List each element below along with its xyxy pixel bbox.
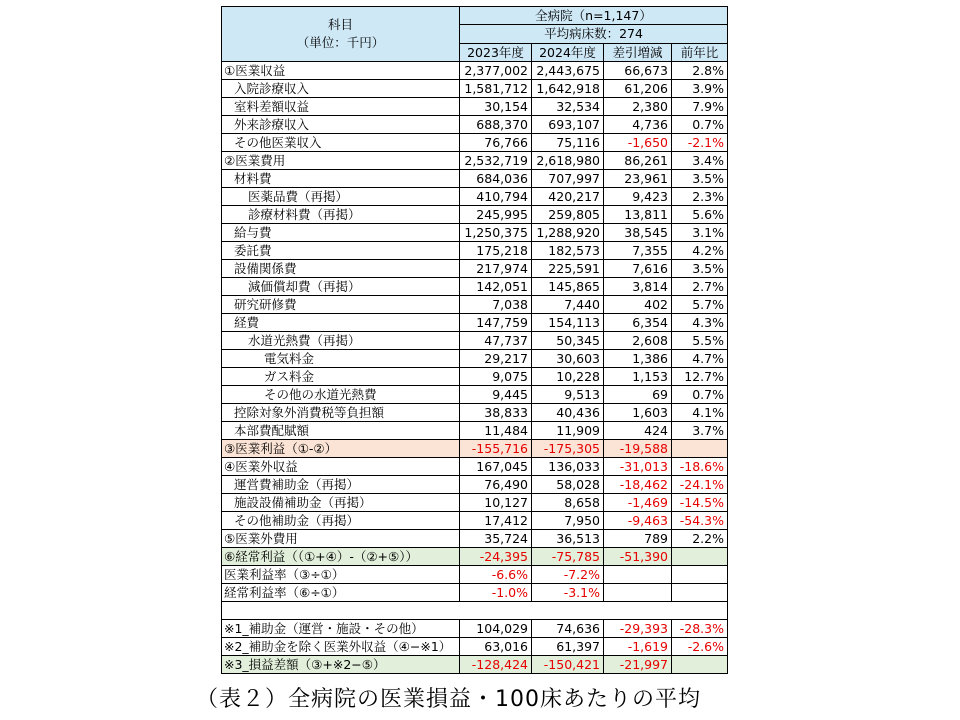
table-caption: （表２）全病院の医業損益・100床あたりの平均 [196, 687, 701, 712]
value-2023: 104,029 [460, 620, 532, 638]
value-2023: 167,045 [460, 458, 532, 476]
value-2024: 40,436 [532, 404, 604, 422]
table-row [222, 386, 728, 404]
value-2024: 58,028 [532, 476, 604, 494]
row-label: その他医業収入 [222, 134, 460, 152]
value-2024: 32,534 [532, 98, 604, 116]
table-row [222, 440, 728, 458]
row-label: 運営費補助金（再掲） [222, 476, 460, 494]
value-yoy: -24.1% [672, 476, 728, 494]
table-row [222, 188, 728, 206]
value-2024: 2,618,980 [532, 152, 604, 170]
spacer-cell [222, 602, 728, 620]
value-2023: 38,833 [460, 404, 532, 422]
table-row [222, 350, 728, 368]
row-label: ④医業外収益 [222, 458, 460, 476]
value-2023: 2,377,002 [460, 62, 532, 80]
row-label: ガス料金 [222, 368, 460, 386]
row-label: 材料費 [222, 170, 460, 188]
value-yoy [672, 548, 728, 566]
value-diff [604, 566, 672, 584]
value-2024: 61,397 [532, 638, 604, 656]
header-col-diff: 差引増減 [604, 43, 672, 61]
row-label: その他の水道光熱費 [222, 386, 460, 404]
table-row [222, 242, 728, 260]
value-yoy: 2.3% [672, 188, 728, 206]
value-2024: 50,345 [532, 332, 604, 350]
value-2023: 2,532,719 [460, 152, 532, 170]
header-col-2024: 2024年度 [532, 43, 604, 61]
value-diff: 3,814 [604, 278, 672, 296]
table-row [222, 314, 728, 332]
value-diff: 7,355 [604, 242, 672, 260]
value-diff: 789 [604, 530, 672, 548]
row-label: 研究研修費 [222, 296, 460, 314]
value-diff: -29,393 [604, 620, 672, 638]
value-diff: -1,469 [604, 494, 672, 512]
value-diff: 38,545 [604, 224, 672, 242]
value-2023: -155,716 [460, 440, 532, 458]
row-label: ③医業利益（①-②） [222, 440, 460, 458]
value-2024: 145,865 [532, 278, 604, 296]
row-label: 電気料金 [222, 350, 460, 368]
header-group: 全病院（n=1,147） [460, 7, 728, 25]
value-yoy: -54.3% [672, 512, 728, 530]
header-subject-cell [222, 7, 460, 62]
value-2024: 259,805 [532, 206, 604, 224]
value-yoy: 4.3% [672, 314, 728, 332]
row-label: 水道光熱費（再掲） [222, 332, 460, 350]
value-2023: 9,075 [460, 368, 532, 386]
value-2024: -150,421 [532, 656, 604, 674]
table-row [222, 566, 728, 584]
table-row [222, 404, 728, 422]
row-label: ⑥経常利益（（①+④）-（②+⑤）） [222, 548, 460, 566]
value-2023: 29,217 [460, 350, 532, 368]
value-yoy: -2.6% [672, 638, 728, 656]
table-row [222, 620, 728, 638]
header-col-2023: 2023年度 [460, 43, 532, 61]
value-diff: 1,153 [604, 368, 672, 386]
value-diff: 9,423 [604, 188, 672, 206]
table-row [222, 134, 728, 152]
row-label: 減価償却費（再掲） [222, 278, 460, 296]
value-yoy: 2.8% [672, 62, 728, 80]
value-yoy: -18.6% [672, 458, 728, 476]
value-2024: -3.1% [532, 584, 604, 602]
value-yoy: 4.1% [672, 404, 728, 422]
table-row [222, 170, 728, 188]
value-2024: 36,513 [532, 530, 604, 548]
value-yoy: 3.1% [672, 224, 728, 242]
value-diff: 4,736 [604, 116, 672, 134]
value-2024: 136,033 [532, 458, 604, 476]
value-diff: 1,603 [604, 404, 672, 422]
value-diff: -1,650 [604, 134, 672, 152]
row-label: 本部費配賦額 [222, 422, 460, 440]
header-col-yoy: 前年比 [672, 43, 728, 61]
value-2023: 17,412 [460, 512, 532, 530]
row-label: ※2_補助金を除く医業外収益（④−※1） [222, 638, 460, 656]
value-2023: 76,490 [460, 476, 532, 494]
value-2023: 1,250,375 [460, 224, 532, 242]
value-2023: -24,395 [460, 548, 532, 566]
value-diff: 402 [604, 296, 672, 314]
value-diff: 6,354 [604, 314, 672, 332]
value-2024: 7,440 [532, 296, 604, 314]
value-2023: 10,127 [460, 494, 532, 512]
table-body [222, 62, 728, 674]
value-yoy: -2.1% [672, 134, 728, 152]
value-2023: 11,484 [460, 422, 532, 440]
value-2024: -175,305 [532, 440, 604, 458]
value-2023: -6.6% [460, 566, 532, 584]
row-label: 室料差額収益 [222, 98, 460, 116]
value-2024: -75,785 [532, 548, 604, 566]
table-row [222, 368, 728, 386]
value-yoy: 3.4% [672, 152, 728, 170]
table-row [222, 62, 728, 80]
value-2023: 47,737 [460, 332, 532, 350]
row-label: 経費 [222, 314, 460, 332]
hospital-profit-table [221, 6, 728, 674]
table-row [222, 278, 728, 296]
header-unit: （単位：千円） [296, 35, 385, 50]
value-yoy [672, 440, 728, 458]
row-label: 控除対象外消費税等負担額 [222, 404, 460, 422]
value-yoy [672, 566, 728, 584]
header-subject: 科目 [327, 17, 353, 32]
value-diff: 23,961 [604, 170, 672, 188]
value-2024: -7.2% [532, 566, 604, 584]
value-yoy [672, 656, 728, 674]
table-row [222, 584, 728, 602]
value-2024: 1,288,920 [532, 224, 604, 242]
value-diff: -18,462 [604, 476, 672, 494]
table-row [222, 206, 728, 224]
row-label: 医業利益率（③÷①） [222, 566, 460, 584]
value-2024: 154,113 [532, 314, 604, 332]
table-row [222, 458, 728, 476]
value-2024: 182,573 [532, 242, 604, 260]
table-row [222, 656, 728, 674]
value-2024: 30,603 [532, 350, 604, 368]
value-2024: 420,217 [532, 188, 604, 206]
value-2023: 1,581,712 [460, 80, 532, 98]
row-label: ⑤医業外費用 [222, 530, 460, 548]
table-row [222, 98, 728, 116]
value-2023: 217,974 [460, 260, 532, 278]
value-yoy: 2.7% [672, 278, 728, 296]
value-yoy: 4.7% [672, 350, 728, 368]
value-yoy: 2.2% [672, 530, 728, 548]
value-yoy: -28.3% [672, 620, 728, 638]
value-yoy: 3.5% [672, 260, 728, 278]
value-2023: 30,154 [460, 98, 532, 116]
header-beds: 平均病床数：274 [460, 25, 728, 43]
table-row [222, 548, 728, 566]
table-row [222, 476, 728, 494]
row-label: その他補助金（再掲） [222, 512, 460, 530]
row-label: 給与費 [222, 224, 460, 242]
value-diff: 424 [604, 422, 672, 440]
value-2023: 147,759 [460, 314, 532, 332]
value-2024: 74,636 [532, 620, 604, 638]
table-row [222, 512, 728, 530]
value-yoy: 0.7% [672, 386, 728, 404]
row-label: 入院診療収入 [222, 80, 460, 98]
table-row [222, 224, 728, 242]
value-2024: 225,591 [532, 260, 604, 278]
value-yoy: 7.9% [672, 98, 728, 116]
value-yoy: 3.5% [672, 170, 728, 188]
value-2023: 175,218 [460, 242, 532, 260]
value-diff: 1,386 [604, 350, 672, 368]
value-yoy: 5.6% [672, 206, 728, 224]
row-label: 施設設備補助金（再掲） [222, 494, 460, 512]
value-diff: 69 [604, 386, 672, 404]
value-2023: 9,445 [460, 386, 532, 404]
table-row [222, 530, 728, 548]
value-2023: 410,794 [460, 188, 532, 206]
value-diff: 86,261 [604, 152, 672, 170]
value-yoy: 3.9% [672, 80, 728, 98]
value-2024: 10,228 [532, 368, 604, 386]
value-yoy: -14.5% [672, 494, 728, 512]
value-2024: 11,909 [532, 422, 604, 440]
row-label: ②医業費用 [222, 152, 460, 170]
value-2024: 1,642,918 [532, 80, 604, 98]
value-diff: 2,380 [604, 98, 672, 116]
value-diff: 66,673 [604, 62, 672, 80]
value-2023: 7,038 [460, 296, 532, 314]
value-2024: 2,443,675 [532, 62, 604, 80]
value-diff: -51,390 [604, 548, 672, 566]
value-diff: -1,619 [604, 638, 672, 656]
row-label: ①医業収益 [222, 62, 460, 80]
value-diff: 7,616 [604, 260, 672, 278]
value-2023: 688,370 [460, 116, 532, 134]
value-2024: 7,950 [532, 512, 604, 530]
value-yoy: 12.7% [672, 368, 728, 386]
value-diff: 13,811 [604, 206, 672, 224]
value-2023: 684,036 [460, 170, 532, 188]
value-diff: -19,588 [604, 440, 672, 458]
table-row [222, 494, 728, 512]
value-diff: -21,997 [604, 656, 672, 674]
table-row [222, 422, 728, 440]
value-2023: 76,766 [460, 134, 532, 152]
value-diff: 61,206 [604, 80, 672, 98]
row-label: 医薬品費（再掲） [222, 188, 460, 206]
table-row [222, 80, 728, 98]
row-label: 設備関係費 [222, 260, 460, 278]
value-diff: -31,013 [604, 458, 672, 476]
table-row [222, 296, 728, 314]
value-diff: 2,608 [604, 332, 672, 350]
value-diff [604, 584, 672, 602]
value-yoy: 3.7% [672, 422, 728, 440]
value-2023: -128,424 [460, 656, 532, 674]
value-yoy [672, 584, 728, 602]
table-row [222, 260, 728, 278]
table-row [222, 152, 728, 170]
row-label: ※1_補助金（運営・施設・その他） [222, 620, 460, 638]
value-2024: 707,997 [532, 170, 604, 188]
value-yoy: 5.7% [672, 296, 728, 314]
value-2023: -1.0% [460, 584, 532, 602]
table-row [222, 332, 728, 350]
value-2024: 9,513 [532, 386, 604, 404]
spacer-row [222, 602, 728, 620]
row-label: 委託費 [222, 242, 460, 260]
value-2024: 693,107 [532, 116, 604, 134]
value-2023: 245,995 [460, 206, 532, 224]
row-label: 経常利益率（⑥÷①） [222, 584, 460, 602]
value-yoy: 4.2% [672, 242, 728, 260]
value-yoy: 5.5% [672, 332, 728, 350]
value-2024: 75,116 [532, 134, 604, 152]
value-2023: 63,016 [460, 638, 532, 656]
value-2023: 35,724 [460, 530, 532, 548]
value-2024: 8,658 [532, 494, 604, 512]
row-label: 外来診療収入 [222, 116, 460, 134]
value-diff: -9,463 [604, 512, 672, 530]
table-row [222, 638, 728, 656]
value-2023: 142,051 [460, 278, 532, 296]
value-yoy: 0.7% [672, 116, 728, 134]
row-label: 診療材料費（再掲） [222, 206, 460, 224]
table-row [222, 116, 728, 134]
row-label: ※3_損益差額（③+※2−⑤） [222, 656, 460, 674]
